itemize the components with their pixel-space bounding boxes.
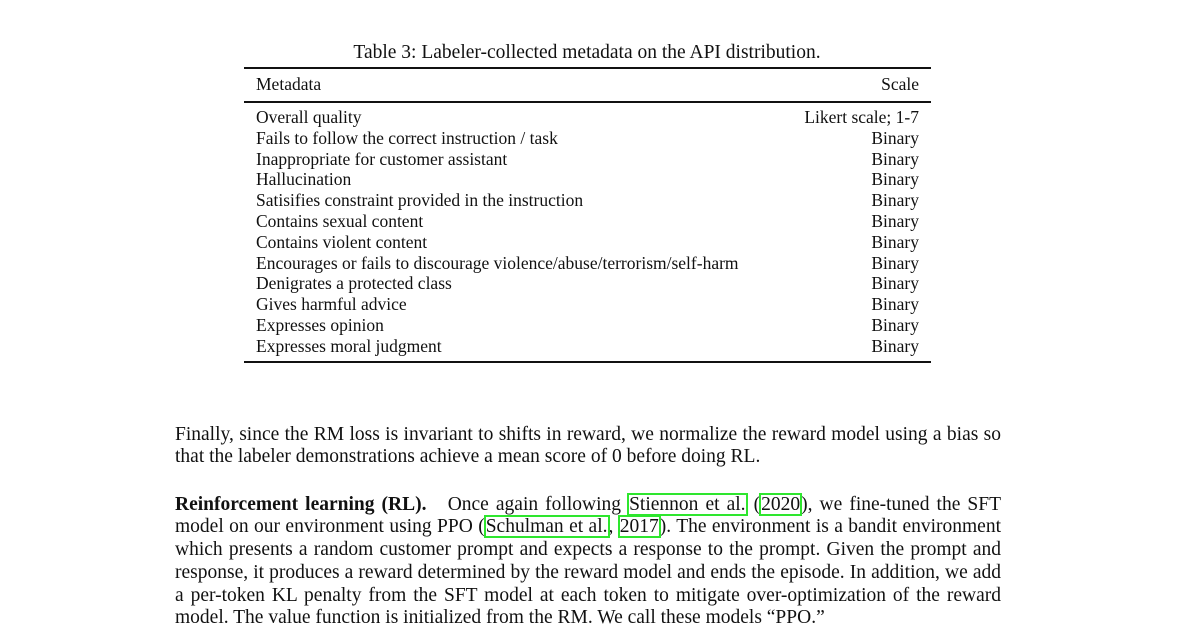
metadata-cell: Contains sexual content xyxy=(244,211,783,232)
table-row xyxy=(244,211,931,232)
scale-cell: Likert scale; 1-7 xyxy=(783,102,931,128)
scale-cell: Binary xyxy=(783,190,931,211)
table-caption: Table 3: Labeler-collected metadata on the API distribution. xyxy=(0,42,1174,64)
metadata-cell: Hallucination xyxy=(244,169,783,190)
metadata-cell: Contains violent content xyxy=(244,232,783,253)
scale-cell: Binary xyxy=(783,149,931,170)
paragraph-text: ). The environment is a bandit environment which presents a random customer prompt and expects a response to the prompt. Given the prompt and response, it produces a reward determined by the reward model and ends the episode. In addition, we add a per-token KL penalty from the SFT model at each token to mitigate over-optimization of the reward model. The value function is initialized from the RM. We call these models “PPO.” xyxy=(175,516,1001,628)
paragraph-text: , xyxy=(609,516,619,537)
metadata-table-container xyxy=(244,67,931,363)
paragraph-rm-normalization: Finally, since the RM loss is invariant to shifts in reward, we normalize the reward model using a bias so that the labeler demonstrations achieve a mean score of 0 before doing RL. xyxy=(175,424,1001,470)
column-header-metadata: Metadata xyxy=(244,68,783,102)
paragraph-text: ), we fine-tuned the SFT model on our environment using PPO ( xyxy=(175,494,1001,538)
scale-cell: Binary xyxy=(783,128,931,149)
table-row xyxy=(244,315,931,336)
section-heading: Reinforcement learning (RL). xyxy=(175,494,427,515)
metadata-cell: Denigrates a protected class xyxy=(244,273,783,294)
citation-link-stiennon-year[interactable]: 2020 xyxy=(760,494,801,515)
citation-link-schulman-year[interactable]: 2017 xyxy=(619,516,660,537)
metadata-cell: Expresses moral judgment xyxy=(244,336,783,362)
table-row xyxy=(244,149,931,170)
table-row xyxy=(244,169,931,190)
column-header-scale: Scale xyxy=(783,68,931,102)
table-row xyxy=(244,294,931,315)
table-row xyxy=(244,232,931,253)
scale-cell: Binary xyxy=(783,232,931,253)
metadata-cell: Overall quality xyxy=(244,102,783,128)
table-row xyxy=(244,128,931,149)
table-row xyxy=(244,102,931,128)
citation-link-stiennon[interactable]: Stiennon et al. xyxy=(628,494,746,515)
table-row xyxy=(244,336,931,362)
metadata-cell: Satisifies constraint provided in the instruction xyxy=(244,190,783,211)
scale-cell: Binary xyxy=(783,273,931,294)
table-row xyxy=(244,190,931,211)
metadata-cell: Fails to follow the correct instruction / task xyxy=(244,128,783,149)
metadata-cell: Gives harmful advice xyxy=(244,294,783,315)
table-row xyxy=(244,273,931,294)
paragraph-reinforcement-learning xyxy=(175,494,1001,630)
scale-cell: Binary xyxy=(783,169,931,190)
paragraph-text: Once again following xyxy=(448,494,628,515)
scale-cell: Binary xyxy=(783,253,931,274)
table-header-row xyxy=(244,68,931,102)
scale-cell: Binary xyxy=(783,211,931,232)
scale-cell: Binary xyxy=(783,294,931,315)
paragraph-text: ( xyxy=(747,494,761,515)
citation-link-schulman[interactable]: Schulman et al. xyxy=(485,516,609,537)
table-body xyxy=(244,102,931,362)
metadata-cell: Expresses opinion xyxy=(244,315,783,336)
metadata-cell: Encourages or fails to discourage violence/abuse/terrorism/self-harm xyxy=(244,253,783,274)
scale-cell: Binary xyxy=(783,336,931,362)
scale-cell: Binary xyxy=(783,315,931,336)
metadata-table xyxy=(244,67,931,363)
table-row xyxy=(244,253,931,274)
metadata-cell: Inappropriate for customer assistant xyxy=(244,149,783,170)
